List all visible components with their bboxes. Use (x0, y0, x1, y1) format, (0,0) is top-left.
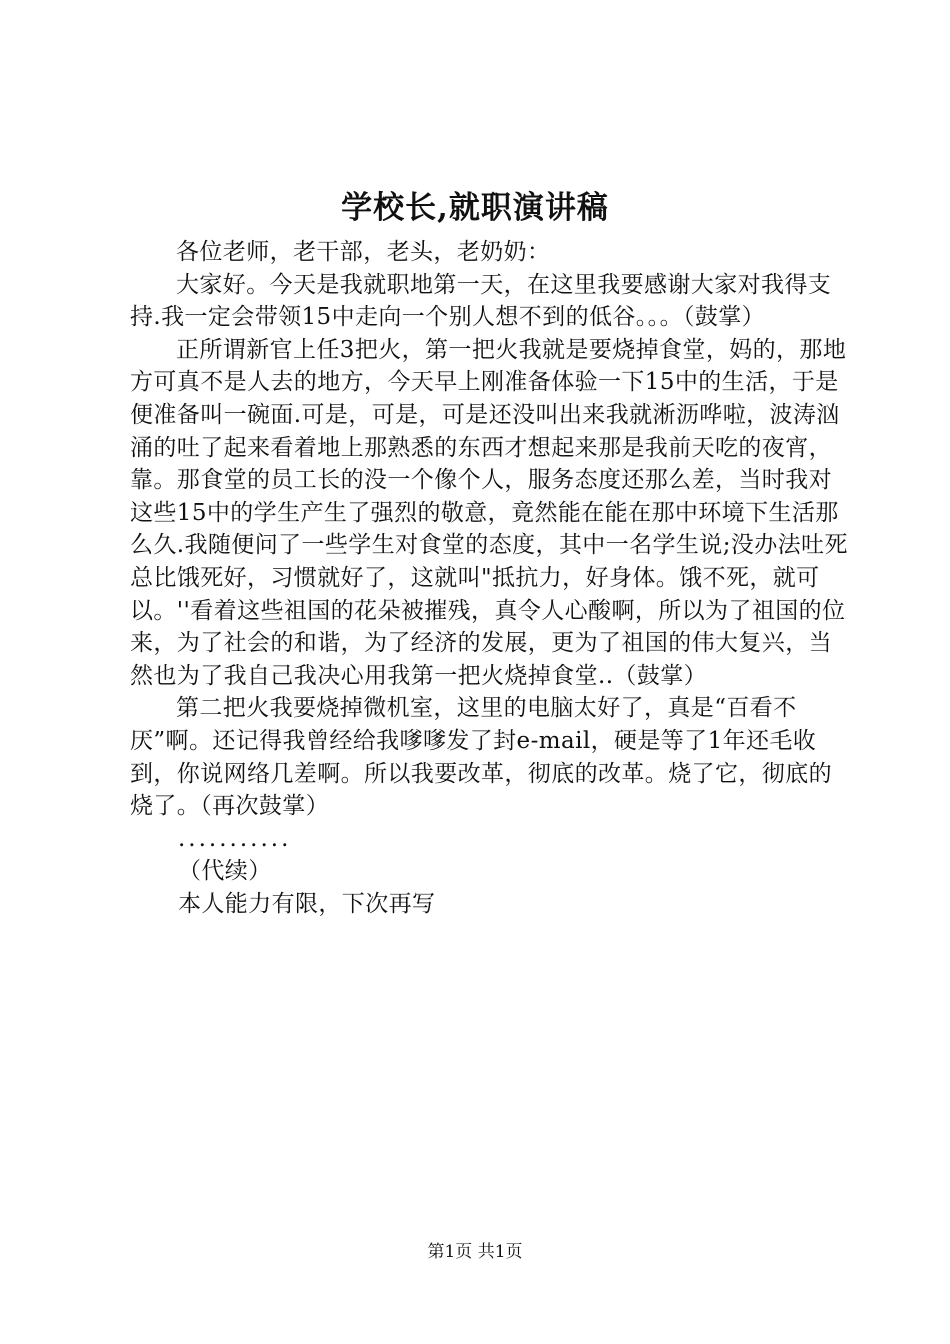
closing-line: 本人能力有限，下次再写 (178, 890, 436, 917)
body-paragraph-1: 大家好。今天是我就职地第一天，在这里我要感谢大家对我得支持.我一定会带领15中走向一个别人想不到的低谷。。。（鼓掌） (130, 271, 832, 331)
body-paragraph-2: 正所谓新官上任3把火，第一把火我就是要烧掉食堂，妈的，那地方可真不是人去的地方，今天早上刚准备体验一下15中的生活，于是便准备叫一碗面.可是，可是，可是还没叫出来我就淅沥哗啦，波涛汹涌的吐了起来看着地上那熟悉的东西才想起来那是我前天吃的夜宵，靠。那食堂的员工长的没一个像个人，服务态度还那么差，当时我对这些15中的学生产生了强烈的敬意，竟然能在能在那中环境下生活那么久.我随便问了一些学生对食堂的态度，其中一名学生说;没办法吐死总比饿死好，习惯就好了，这就叫"抵抗力，好身体。饿不死，就可以。''看着这些祖国的花朵被摧残，真令人心酸啊，所以为了祖国的位来，为了社会的和谐，为了经济的发展，更为了祖国的伟大复兴，当然也为了我自己我决心用我第一把火烧掉食堂..（鼓掌） (130, 336, 848, 689)
document-body (130, 236, 850, 920)
page-footer: 第1页 共1页 (427, 1242, 523, 1262)
ellipsis-line: ........... (178, 825, 292, 852)
continued-note: （代续） (178, 858, 272, 885)
greeting-paragraph: 各位老师，老干部，老头，老奶奶： (176, 239, 551, 265)
document-title: 学校长,就职演讲稿 (341, 190, 609, 226)
body-paragraph-3: 第二把火我要烧掉微机室，这里的电脑太好了，真是“百看不厌”啊。还记得我曾经给我嗲嗲发了封e-mail，硬是等了1年还毛收到，你说网络几差啊。所以我要改革，彻底的改革。烧了它，彻底的烧了。（再次鼓掌） (130, 695, 832, 820)
